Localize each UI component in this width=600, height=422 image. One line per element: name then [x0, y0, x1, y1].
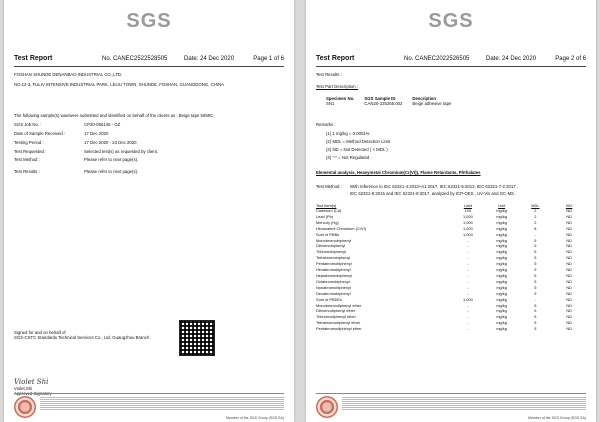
spec-header: Description	[412, 96, 437, 101]
remark-item: (1) 1 mg/kg = 0.0001%	[326, 131, 370, 136]
spec-cell: Beige adhesive tape	[412, 101, 452, 106]
remark-item: (4) "-" = Not Regulated	[326, 155, 370, 160]
table-cell: mg/kg	[496, 284, 507, 290]
table-cell: Tetrabromobiphenyl	[316, 255, 351, 261]
table-cell: Sum of PBDEs	[316, 296, 342, 302]
table-cell: ND	[566, 278, 572, 284]
table-cell: mg/kg	[496, 272, 507, 278]
table-cell: Heptabromobiphenyl	[316, 272, 352, 278]
field-key: Test Requested :	[14, 149, 47, 154]
table-cell: 2	[534, 213, 537, 219]
report-title: Test Report	[316, 55, 355, 62]
table-cell: mg/kg	[496, 225, 507, 231]
table-cell: Decabromobiphenyl	[316, 290, 351, 296]
table-cell: 5	[534, 308, 537, 314]
field-row	[14, 131, 108, 136]
table-cell: mg/kg	[496, 308, 507, 314]
table-cell: -	[467, 278, 469, 284]
table-cell: -	[467, 243, 469, 249]
table-cell: ND	[566, 320, 572, 326]
table-cell: Tribromobiphenyl	[316, 249, 346, 255]
table-cell: -	[467, 272, 469, 278]
table-cell: 2	[534, 208, 537, 213]
signature: Violet Shi	[14, 378, 49, 386]
table-cell: ND	[566, 213, 572, 219]
table-cell: ND	[566, 326, 572, 332]
specimen-table	[326, 96, 461, 106]
table-cell: Pentabromodiphenyl ether	[316, 326, 362, 332]
method-text-1: With reference to IEC 62321-4:2013+A1:2017, IEC 62321-5:2013, IEC 62321-7-2:2017 ,	[350, 184, 519, 189]
table-cell: mg/kg	[496, 208, 507, 213]
field-value: 17 Dec 2020	[84, 131, 109, 136]
table-cell: mg/kg	[496, 249, 507, 255]
field-row	[14, 140, 137, 145]
table-cell: 5	[534, 290, 537, 296]
table-cell: ND	[566, 284, 572, 290]
table-row	[316, 326, 586, 332]
table-cell: ND	[566, 261, 572, 267]
spec-cell: SN1	[326, 101, 335, 106]
table-cell: Tetrabromodiphenyl ether	[316, 320, 361, 326]
spec-header: Specimen No.	[326, 96, 355, 101]
table-cell: Lead (Pb)	[316, 213, 334, 219]
table-cell: ND	[566, 290, 572, 296]
col-header-result: 002	[565, 202, 573, 208]
table-cell: Sum of PBBs	[316, 231, 340, 237]
table-cell: -	[467, 320, 469, 326]
member-note: Member of the SGS Group (SGS SA)	[528, 416, 586, 420]
table-cell: 1,000	[463, 231, 473, 237]
table-cell: ND	[566, 296, 572, 302]
table-cell: mg/kg	[496, 326, 507, 332]
seal-icon	[316, 396, 338, 418]
report-title: Test Report	[14, 55, 53, 62]
table-cell: Dibromobiphenyl	[316, 243, 346, 249]
method-label: Test Method :	[316, 184, 342, 189]
signed-line-1: Signed for and on behalf of	[14, 330, 66, 335]
company-address: NO.12-3, FULIV INTENSIVE INDUSTRIAL PARK, LELIU TOWN, SHUNDE, FOSHAN, GUANGDONG, CHINA	[14, 82, 224, 87]
table-cell: -	[467, 314, 469, 320]
table-cell: 5	[534, 243, 537, 249]
table-cell: -	[467, 237, 469, 243]
header-divider	[316, 66, 586, 67]
table-cell: mg/kg	[496, 314, 507, 320]
results-table	[316, 202, 586, 332]
field-key: Date of Sample Received :	[14, 131, 66, 136]
table-cell: Cadmium (Cd)	[316, 208, 342, 213]
table-cell: Hexabromobiphenyl	[316, 267, 351, 273]
remarks-label: Remarks :	[316, 122, 336, 127]
sample-intro: The following sample(s) was/were submitted and identified on behalf of the clients as : Beige tape 50MIC	[14, 113, 214, 118]
section-title: Elemental analysis, Heavymetal Chromium(Cr(VI)), Flame Retardants, Phthalates	[316, 170, 481, 175]
table-cell: ND	[566, 302, 572, 308]
remark-item: (3) ND = Not Detected ( < MDL )	[326, 147, 388, 152]
col-header-unit: Unit	[498, 202, 506, 208]
table-cell: Nonabromobiphenyl	[316, 284, 351, 290]
table-cell: 5	[534, 302, 537, 308]
table-cell: ND	[566, 255, 572, 261]
field-row	[14, 122, 120, 127]
table-cell: mg/kg	[496, 237, 507, 243]
table-cell: ND	[566, 308, 572, 314]
fine-print	[40, 396, 284, 410]
table-cell: 5	[534, 267, 537, 273]
table-cell: mg/kg	[496, 213, 507, 219]
table-cell: ND	[566, 225, 572, 231]
field-key: Testing Period :	[14, 140, 44, 145]
table-cell: mg/kg	[496, 320, 507, 326]
table-cell: 5	[534, 326, 537, 332]
qr-code-icon	[179, 320, 215, 356]
table-cell: -	[467, 290, 469, 296]
col-header-limit: Limit	[463, 202, 472, 208]
table-cell: -	[467, 249, 469, 255]
table-cell: Dibromodiphenyl ether	[316, 308, 356, 314]
table-cell: mg/kg	[496, 261, 507, 267]
sgs-logo: SGS	[428, 10, 474, 32]
table-cell: -	[534, 296, 537, 302]
table-cell: 5	[534, 284, 537, 290]
table-cell: mg/kg	[496, 243, 507, 249]
company-name: FOSHAN SHUNDE DENANBAO INDUSTRIAL CO.,LTD.	[14, 72, 123, 77]
table-cell: Hexavalent Chromium (CrVI)	[316, 225, 366, 231]
table-cell: mg/kg	[496, 296, 507, 302]
table-cell: ND	[566, 219, 572, 225]
table-cell: -	[534, 231, 537, 237]
table-cell: Mercury (Hg)	[316, 219, 339, 225]
fine-print	[342, 396, 586, 410]
field-value: CP20-066145 - GZ	[84, 122, 121, 127]
table-cell: 5	[534, 314, 537, 320]
table-cell: ND	[566, 272, 572, 278]
table-cell: 5	[534, 237, 537, 243]
table-cell: -	[467, 326, 469, 332]
table-cell: 5	[534, 261, 537, 267]
table-cell: ND	[566, 237, 572, 243]
table-cell: 5	[534, 278, 537, 284]
signer-title: Approved Signatory	[14, 391, 52, 396]
table-cell: ND	[566, 314, 572, 320]
page-number: Page 1 of 6	[253, 56, 284, 62]
report-number: No. CANEC2522528505	[102, 56, 168, 62]
table-cell: Monobromobiphenyl	[316, 237, 352, 243]
table-cell: ND	[566, 249, 572, 255]
table-cell: mg/kg	[496, 290, 507, 296]
table-cell: Octabromobiphenyl	[316, 278, 350, 284]
field-value: Please refer to next page(s).	[84, 169, 139, 174]
footer	[14, 393, 284, 416]
col-header-mdl: MDL	[531, 202, 540, 208]
table-cell: 5	[534, 272, 537, 278]
table-cell: 5	[534, 249, 537, 255]
table-cell: mg/kg	[496, 278, 507, 284]
report-date: Date: 24 Dec 2020	[184, 56, 235, 62]
table-cell: 5	[534, 320, 537, 326]
field-value: Please refer to next page(s).	[84, 157, 139, 162]
member-note: Member of the SGS Group (SGS SA)	[226, 416, 284, 420]
table-cell: ND	[566, 231, 572, 237]
table-cell: Tribromodiphenyl ether	[316, 314, 356, 320]
method-text-2: IEC 62321-6:2015 and IEC 62321-8:2017, analyzed by ICP-OES , UV-Vis and GC-MS .	[350, 191, 517, 196]
table-cell: 1,000	[463, 225, 473, 231]
table-cell: ND	[566, 208, 572, 213]
field-key: Test Method :	[14, 157, 40, 162]
footer	[316, 393, 586, 416]
field-row	[14, 149, 158, 154]
header-divider	[14, 66, 284, 67]
report-date: Date: 24 Dec 2020	[486, 56, 537, 62]
field-row	[14, 169, 138, 174]
field-row	[14, 157, 138, 162]
report-page-2	[306, 0, 596, 422]
table-cell: Monobromodiphenyl ether	[316, 302, 362, 308]
field-key: SGS Job No. :	[14, 122, 42, 127]
results-label: Test Results :	[316, 72, 342, 77]
part-label: Test Part Description :	[316, 84, 359, 89]
field-value: 17 Dec 2020 - 23 Dec 2020	[84, 140, 137, 145]
table-cell: -	[467, 308, 469, 314]
table-cell: mg/kg	[496, 255, 507, 261]
signer-name: Violet,Shi	[14, 386, 33, 391]
signed-block	[14, 330, 149, 340]
table-cell: -	[467, 267, 469, 273]
table-cell: 1,000	[463, 219, 473, 225]
table-cell: 100	[464, 208, 472, 213]
table-cell: ND	[566, 267, 572, 273]
table-cell: -	[467, 255, 469, 261]
seal-icon	[14, 396, 36, 418]
table-cell: mg/kg	[496, 219, 507, 225]
report-number: No. CANEC2022526505	[404, 56, 470, 62]
col-header-item: Test Item(s)	[316, 202, 337, 208]
spec-header: SGS Sample ID	[364, 96, 396, 101]
report-page-1	[4, 0, 294, 422]
spec-cell: CAN20-225265.002	[364, 101, 403, 106]
table-cell: mg/kg	[496, 267, 507, 273]
table-cell: -	[467, 302, 469, 308]
table-cell: 1,000	[463, 213, 473, 219]
sgs-logo: SGS	[126, 10, 172, 32]
table-cell: -	[467, 261, 469, 267]
table-cell: mg/kg	[496, 302, 507, 308]
table-cell: -	[467, 284, 469, 290]
table-cell: 8	[534, 225, 537, 231]
table-cell: ND	[566, 243, 572, 249]
page-number: Page 2 of 6	[555, 56, 586, 62]
table-cell: 1,000	[463, 296, 473, 302]
table-cell: mg/kg	[496, 231, 507, 237]
table-cell: 5	[534, 255, 537, 261]
field-value: Selected test(s) as requested by client.	[84, 149, 159, 154]
field-key: Test Results :	[14, 169, 40, 174]
signed-line-2: SGS-CSTC Standards Technical Services Co., Ltd. Guangzhou Branch	[14, 335, 150, 340]
table-cell: Pentabromobiphenyl	[316, 261, 352, 267]
table-cell: 2	[534, 219, 537, 225]
remark-item: (2) MDL = Method Detection Limit	[326, 139, 391, 144]
